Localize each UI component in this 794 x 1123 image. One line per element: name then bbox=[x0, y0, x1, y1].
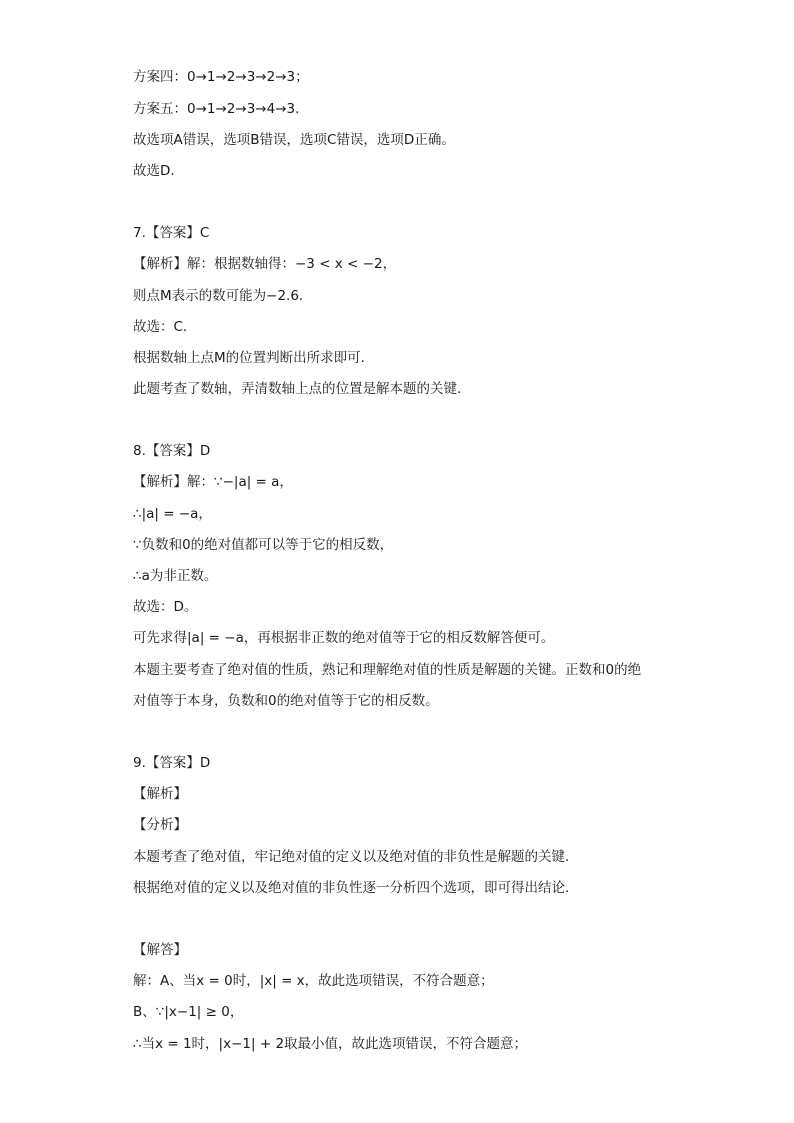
text-line: B、∵|x−1| ≥ 0， bbox=[133, 1004, 244, 1020]
text-line: ∵负数和0的绝对值都可以等于它的相反数， bbox=[133, 537, 394, 553]
text-line: 故选项A错误，选项B错误，选项C错误，选项D正确。 bbox=[133, 132, 455, 148]
text-line: 故选D. bbox=[133, 163, 175, 179]
text-line: 本题主要考查了绝对值的性质，熟记和理解绝对值的性质是解题的关键。正数和0的绝 bbox=[133, 662, 642, 678]
text-line: ∴a为非正数。 bbox=[133, 568, 218, 584]
section-heading: 【分析】 bbox=[133, 817, 187, 833]
text-line: 根据绝对值的定义以及绝对值的非负性逐一分析四个选项，即可得出结论． bbox=[133, 880, 579, 896]
text-line: 故选：D。 bbox=[133, 599, 198, 615]
answer-heading-9: 9.【答案】D bbox=[133, 755, 211, 771]
text-line: 方案四：0→1→2→3→2→3； bbox=[133, 69, 309, 85]
answer-heading-7: 7.【答案】C bbox=[133, 225, 210, 241]
text-line: 【解析】解：∵−|a| = a， bbox=[133, 474, 293, 490]
text-line: 故选：C． bbox=[133, 319, 197, 335]
text-line: 则点M表示的数可能为−2.6． bbox=[133, 288, 313, 304]
text-line: 此题考查了数轴，弄清数轴上点的位置是解本题的关键． bbox=[133, 381, 471, 397]
text-line: 【解析】解：根据数轴得：−3 < x < −2， bbox=[133, 256, 397, 272]
text-line: 本题考查了绝对值，牢记绝对值的定义以及绝对值的非负性是解题的关键． bbox=[133, 849, 579, 865]
text-line: 可先求得|a| = −a，再根据非正数的绝对值等于它的相反数解答便可。 bbox=[133, 630, 555, 646]
text-line: 解：A、当x = 0时，|x| = x，故此选项错误，不符合题意； bbox=[133, 973, 494, 989]
section-heading: 【解析】 bbox=[133, 786, 187, 802]
answer-heading-8: 8.【答案】D bbox=[133, 443, 211, 459]
text-line: 方案五：0→1→2→3→4→3． bbox=[133, 101, 309, 117]
text-line: ∴|a| = −a， bbox=[133, 506, 212, 522]
text-line: ∴当x = 1时，|x−1| + 2取最小值，故此选项错误，不符合题意； bbox=[133, 1036, 528, 1052]
text-line: 根据数轴上点M的位置判断出所求即可． bbox=[133, 350, 375, 366]
section-heading: 【解答】 bbox=[133, 942, 187, 958]
text-line: 对值等于本身，负数和0的绝对值等于它的相反数。 bbox=[133, 693, 439, 709]
